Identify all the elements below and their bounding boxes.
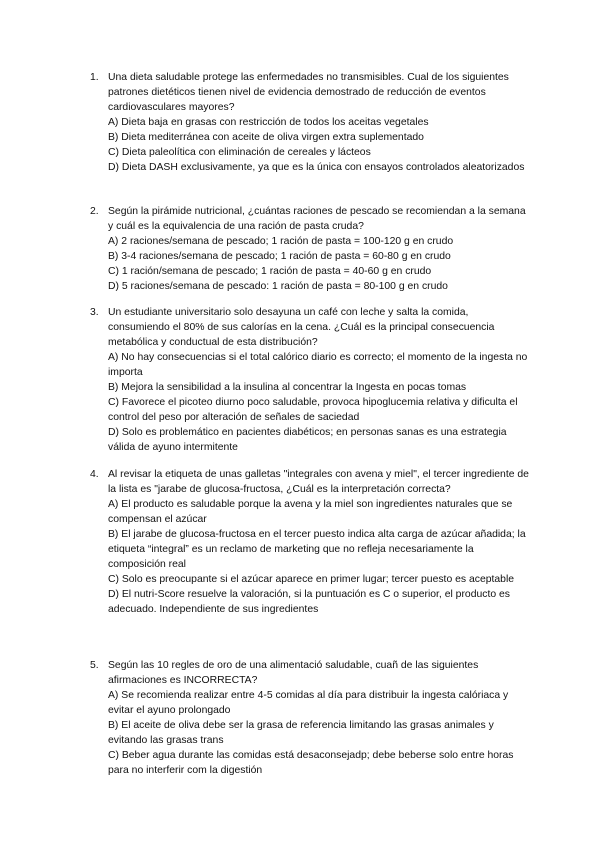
question-stem: Según las 10 regles de oro de una alimentació saludable, cuañ de las siguientes afirmaciones es INCORRECTA? xyxy=(108,660,479,686)
question-4 xyxy=(90,467,530,617)
option-c: C) Dieta paleolítica con eliminación de cereales y lácteos xyxy=(108,147,371,158)
option-b: B) Mejora la sensibilidad a la insulina al concentrar la Ingesta en pocas tomas xyxy=(108,382,467,393)
question-number: 5. xyxy=(90,660,99,671)
option-b: B) Dieta mediterránea con aceite de oliva virgen extra suplementado xyxy=(108,132,424,143)
question-stem: Una dieta saludable protege las enfermedades no transmisibles. Cual de los siguientes patrones dietéticos tienen nivel de evidencia demostrado de reducción de eventos cardiovasculares mayores? xyxy=(108,72,509,113)
question-stem: Un estudiante universitario solo desayuna un café con leche y salta la comida, consumiendo el 80% de sus calorías en la cena. ¿Cuál es la principal consecuencia metabólica y conductual de esta distribución? xyxy=(108,307,495,348)
question-stem: Al revisar la etiqueta de unas galletas "integrales con avena y miel", el tercer ingrediente de la lista es "jarabe de glucosa-fructosa, ¿Cuál es la interpretación correcta? xyxy=(108,469,529,495)
option-d: D) El nutri-Score resuelve la valoración, si la puntuación es C o superior, el producto es adecuado. Independiente de sus ingredientes xyxy=(108,589,510,615)
question-number: 4. xyxy=(90,469,99,480)
option-d: D) Dieta DASH exclusivamente, ya que es la única con ensayos controlados aleatorizados xyxy=(108,162,525,173)
option-c: C) 1 ración/semana de pescado; 1 ración de pasta = 40-60 g en crudo xyxy=(108,266,432,277)
option-a: A) 2 raciones/semana de pescado; 1 ración de pasta = 100-120 g en crudo xyxy=(108,236,454,247)
question-1 xyxy=(90,70,530,175)
option-b: B) 3-4 raciones/semana de pescado; 1 ración de pasta = 60-80 g en crudo xyxy=(108,251,451,262)
question-3 xyxy=(90,305,530,455)
option-a: A) Se recomienda realizar entre 4-5 comidas al día para distribuir la ingesta calóriaca y evitar el ayuno prolongado xyxy=(108,690,509,716)
question-number: 2. xyxy=(90,206,99,217)
option-c: C) Favorece el picoteo diurno poco saludable, provoca hipoglucemia relativa y dificulta el control del peso por alteración de señales de saciedad xyxy=(108,397,518,423)
option-d: D) Solo es problemático en pacientes diabéticos; en personas sanas es una estrategia válida de ayuno intermitente xyxy=(108,427,507,453)
option-d: D) 5 raciones/semana de pescado: 1 ración de pasta = 80-100 g en crudo xyxy=(108,281,448,292)
question-2 xyxy=(90,204,530,294)
question-5 xyxy=(90,658,530,778)
question-number: 3. xyxy=(90,307,99,318)
option-a: A) No hay consecuencias si el total calórico diario es correcto; el momento de la ingesta no importa xyxy=(108,352,528,378)
option-a: A) Dieta baja en grasas con restricción de todos los aceitas vegetales xyxy=(108,117,429,128)
option-c: C) Solo es preocupante si el azúcar aparece en primer lugar; tercer puesto es aceptable xyxy=(108,574,515,585)
option-b: B) El jarabe de glucosa-fructosa en el tercer puesto indica alta carga de azúcar añadida; la etiqueta “integral” es un reclamo de marketing que no refleja necesariamente la composición real xyxy=(108,529,526,570)
question-number: 1. xyxy=(90,72,99,83)
question-stem: Según la pirámide nutricional, ¿cuántas raciones de pescado se recomiendan a la semana y cuál es la equivalencia de una ración de pasta cruda? xyxy=(108,206,526,232)
option-a: A) El producto es saludable porque la avena y la miel son ingredientes naturales que se compensan el azúcar xyxy=(108,499,513,525)
option-b: B) El aceite de oliva debe ser la grasa de referencia limitando las grasas animales y evitando las grasas trans xyxy=(108,720,494,746)
option-c: C) Beber agua durante las comidas está desaconsejadp; debe beberse solo entre horas para no interferir com la digestión xyxy=(108,750,514,776)
